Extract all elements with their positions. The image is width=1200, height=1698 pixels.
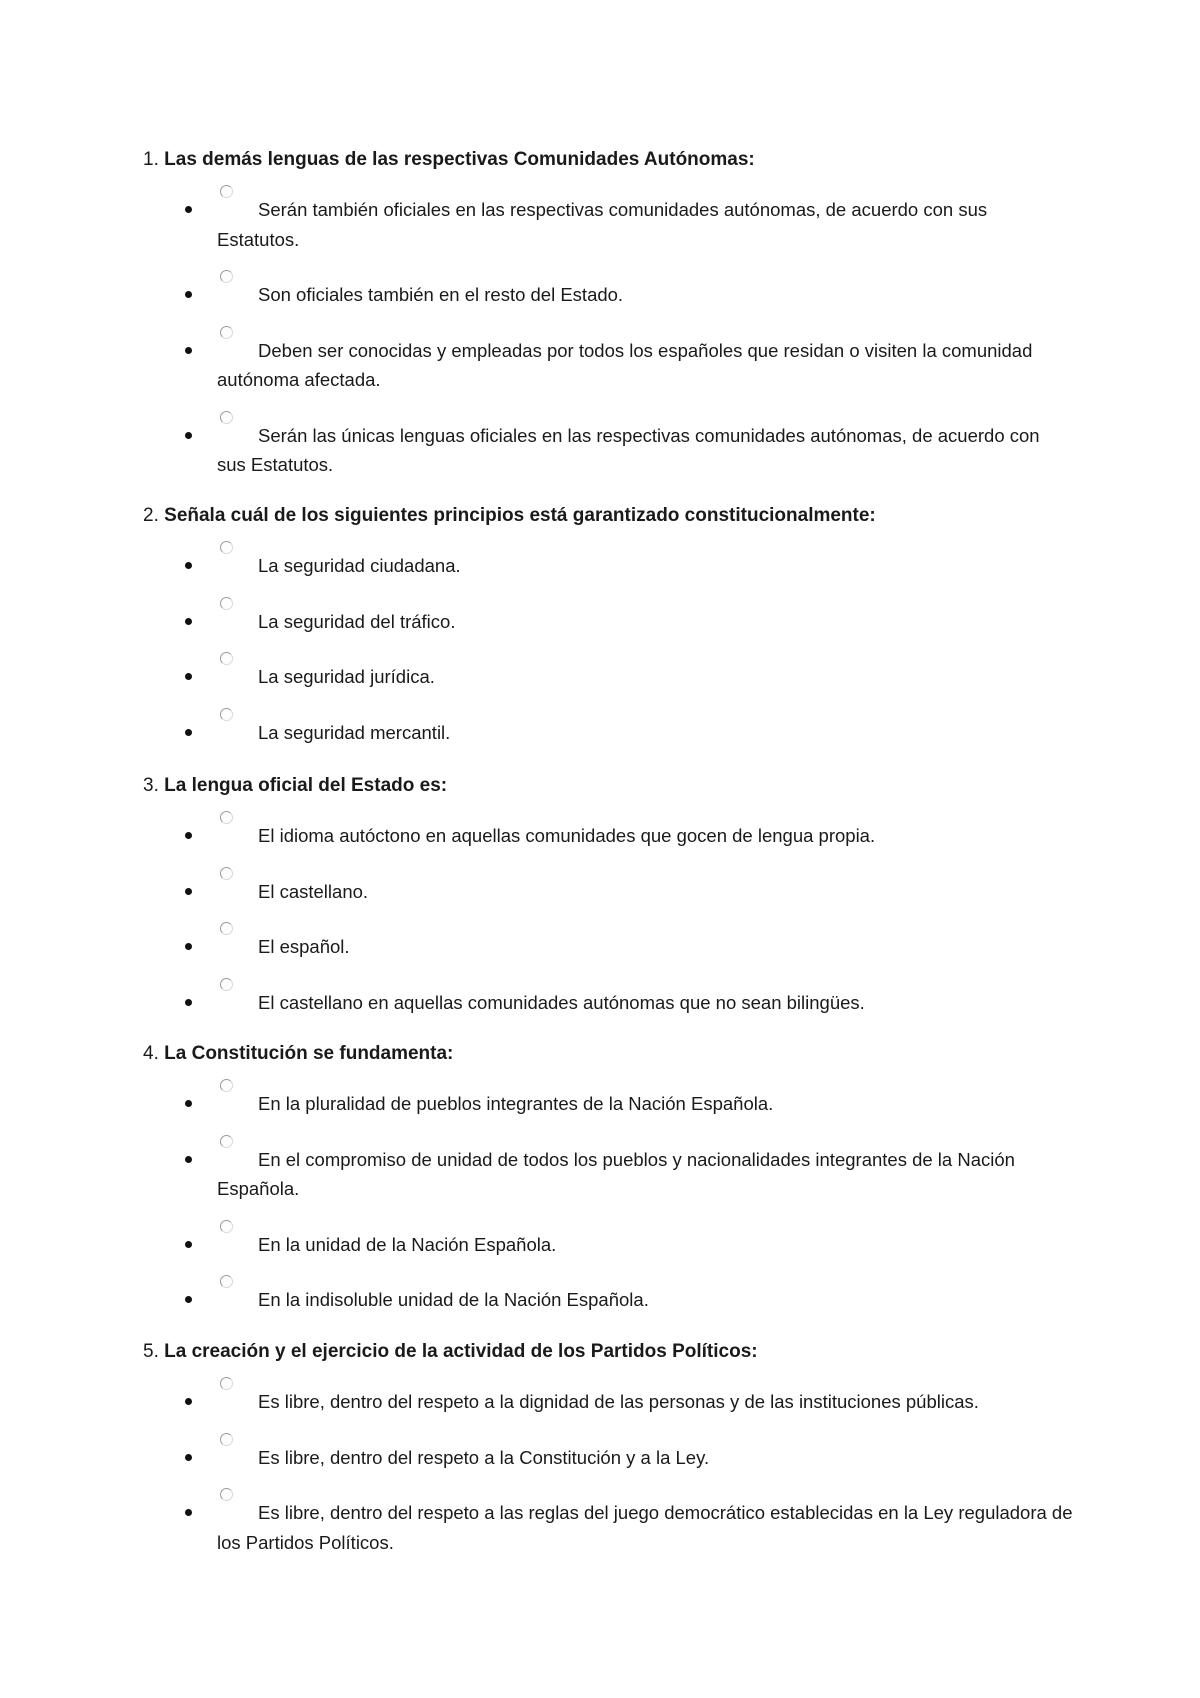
bullet-icon — [185, 1241, 192, 1248]
answer-list — [143, 551, 1073, 747]
question-text: La Constitución se fundamenta: — [164, 1043, 454, 1064]
radio-button-icon[interactable] — [220, 652, 233, 665]
radio-button-icon[interactable] — [220, 867, 233, 880]
radio-button-icon[interactable] — [220, 1488, 233, 1501]
answer-option — [143, 1498, 1073, 1557]
bullet-icon — [185, 1100, 192, 1107]
answer-option — [143, 195, 1073, 254]
answer-list — [143, 1089, 1073, 1315]
answer-option — [143, 336, 1073, 395]
answer-option — [143, 1145, 1073, 1204]
radio-button-icon[interactable] — [220, 1433, 233, 1446]
bullet-icon — [185, 943, 192, 950]
answer-text: En la unidad de la Nación Española. — [258, 1233, 557, 1255]
bullet-icon — [185, 618, 192, 625]
bullet-icon — [185, 432, 192, 439]
question-text: Señala cuál de los siguientes principios está garantizado constitucionalmente: — [164, 505, 876, 526]
radio-button-icon[interactable] — [220, 708, 233, 721]
radio-button-icon[interactable] — [220, 978, 233, 991]
answer-option — [143, 551, 1073, 581]
question-number: 1. — [143, 149, 159, 170]
radio-button-icon[interactable] — [220, 922, 233, 935]
answer-text: En la indisoluble unidad de la Nación Española. — [258, 1289, 649, 1310]
bullet-icon — [185, 206, 192, 213]
answer-option — [143, 280, 1073, 310]
answer-option — [143, 1387, 1073, 1417]
radio-button-icon[interactable] — [220, 1377, 233, 1390]
question-text: Las demás lenguas de las respectivas Comunidades Autónomas: — [164, 149, 755, 170]
bullet-icon — [185, 673, 192, 680]
bullet-icon — [185, 1509, 192, 1516]
question-text: La creación y el ejercicio de la actividad de los Partidos Políticos: — [164, 1341, 758, 1362]
radio-button-icon[interactable] — [220, 811, 233, 824]
question-title — [143, 772, 1073, 800]
answer-text: La seguridad jurídica. — [258, 666, 435, 687]
answer-text: El idioma autóctono en aquellas comunidades que gocen de lengua propia. — [258, 825, 876, 846]
bullet-icon — [185, 1454, 192, 1461]
answer-option — [143, 1285, 1073, 1315]
bullet-icon — [185, 1296, 192, 1303]
answer-option — [143, 1089, 1073, 1119]
question-1 — [143, 146, 1073, 480]
answer-text: Serán las únicas lenguas oficiales en las respectivas comunidades autónomas, de acuerdo con sus Estatutos. — [217, 424, 1040, 475]
radio-button-icon[interactable] — [220, 1275, 233, 1288]
radio-button-icon[interactable] — [220, 1220, 233, 1233]
bullet-icon — [185, 291, 192, 298]
answer-text: En el compromiso de unidad de todos los pueblos y nacionalidades integrantes de la Nación Española. — [217, 1148, 1015, 1199]
bullet-icon — [185, 1398, 192, 1405]
answer-text: La seguridad mercantil. — [258, 721, 451, 743]
question-title — [143, 1338, 1073, 1366]
answer-option — [143, 877, 1073, 907]
answer-option — [143, 421, 1073, 480]
bullet-icon — [185, 1156, 192, 1163]
question-3 — [143, 772, 1073, 1017]
answer-text: Son oficiales también en el resto del Estado. — [258, 284, 624, 305]
answer-option — [143, 988, 1073, 1018]
answer-text: La seguridad ciudadana. — [258, 555, 461, 576]
answer-list — [143, 1387, 1073, 1557]
question-4 — [143, 1040, 1073, 1315]
bullet-icon — [185, 729, 192, 736]
answer-option — [143, 932, 1073, 962]
answer-option — [143, 1230, 1073, 1260]
answer-text: El castellano. — [258, 880, 369, 902]
answer-text: El español. — [258, 936, 350, 957]
radio-button-icon[interactable] — [220, 1079, 233, 1092]
question-number: 3. — [143, 775, 159, 796]
answer-text: Es libre, dentro del respeto a la Constitución y a la Ley. — [258, 1446, 710, 1468]
answer-list — [143, 821, 1073, 1017]
bullet-icon — [185, 999, 192, 1006]
answer-option — [143, 662, 1073, 692]
answer-text: Deben ser conocidas y empleadas por todos los españoles que residan o visiten la comunidad autónoma afectada. — [217, 339, 1033, 390]
radio-button-icon[interactable] — [220, 185, 233, 198]
question-2 — [143, 502, 1073, 747]
answer-option — [143, 1443, 1073, 1473]
answer-text: En la pluralidad de pueblos integrantes de la Nación Española. — [258, 1093, 774, 1114]
question-number: 5. — [143, 1341, 159, 1362]
question-5 — [143, 1338, 1073, 1557]
question-title — [143, 146, 1073, 174]
radio-button-icon[interactable] — [220, 411, 233, 424]
question-number: 2. — [143, 505, 159, 526]
answer-text: Es libre, dentro del respeto a las reglas del juego democrático establecidas en la Ley reguladora de los Partidos Políticos. — [217, 1502, 1073, 1553]
answer-option — [143, 821, 1073, 851]
radio-button-icon[interactable] — [220, 270, 233, 283]
answer-option — [143, 607, 1073, 637]
radio-button-icon[interactable] — [220, 597, 233, 610]
radio-button-icon[interactable] — [220, 326, 233, 339]
answer-text: La seguridad del tráfico. — [258, 610, 456, 632]
bullet-icon — [185, 888, 192, 895]
radio-button-icon[interactable] — [220, 541, 233, 554]
bullet-icon — [185, 562, 192, 569]
bullet-icon — [185, 832, 192, 839]
answer-text: Es libre, dentro del respeto a la dignidad de las personas y de las instituciones públicas. — [258, 1391, 979, 1412]
answer-option — [143, 718, 1073, 748]
answer-text: El castellano en aquellas comunidades autónomas que no sean bilingües. — [258, 991, 865, 1013]
question-number: 4. — [143, 1043, 159, 1064]
answer-text: Serán también oficiales en las respectivas comunidades autónomas, de acuerdo con sus Estatutos. — [217, 199, 988, 250]
bullet-icon — [185, 347, 192, 354]
question-title — [143, 502, 1073, 530]
answer-list — [143, 195, 1073, 480]
radio-button-icon[interactable] — [220, 1135, 233, 1148]
question-title — [143, 1040, 1073, 1068]
question-text: La lengua oficial del Estado es: — [164, 775, 448, 796]
